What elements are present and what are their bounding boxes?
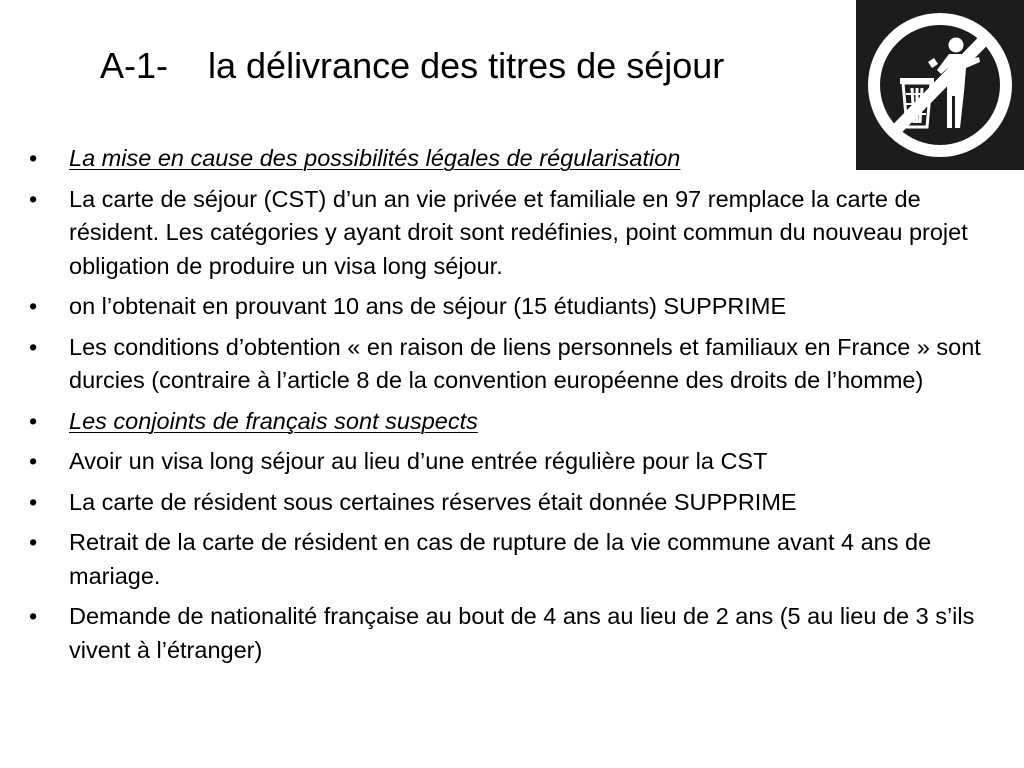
slide-title-text: la délivrance des titres de séjour xyxy=(208,45,725,86)
list-item: • La mise en cause des possibilités légales de régularisation xyxy=(69,142,999,176)
list-item: • Les conjoints de français sont suspects xyxy=(69,405,999,439)
list-item: • on l’obtenait en prouvant 10 ans de séjour (15 étudiants) SUPPRIME xyxy=(69,290,999,324)
slide-title-number: A-1- xyxy=(100,45,169,86)
list-item: • Les conditions d’obtention « en raison de liens personnels et familiaux en France » sont durcies (contraire à l’article 8 de la convention européenne des droits de l’homme) xyxy=(69,331,999,398)
list-item: • Retrait de la carte de résident en cas de rupture de la vie commune avant 4 ans de mariage. xyxy=(69,526,999,593)
list-item: • Demande de nationalité française au bout de 4 ans au lieu de 2 ans (5 au lieu de 3 s’ils vivent à l’étranger) xyxy=(69,600,999,667)
list-item: • La carte de résident sous certaines réserves était donnée SUPPRIME xyxy=(69,486,999,520)
list-item: • Avoir un visa long séjour au lieu d’une entrée régulière pour la CST xyxy=(69,445,999,479)
list-item: • La carte de séjour (CST) d’un an vie privée et familiale en 97 remplace la carte de résident. Les catégories y ayant droit sont redéfinies, point commun du nouveau projet obligation de produire un visa long séjour. xyxy=(69,183,999,284)
slide-title xyxy=(100,42,724,90)
bullet-list xyxy=(69,142,999,674)
